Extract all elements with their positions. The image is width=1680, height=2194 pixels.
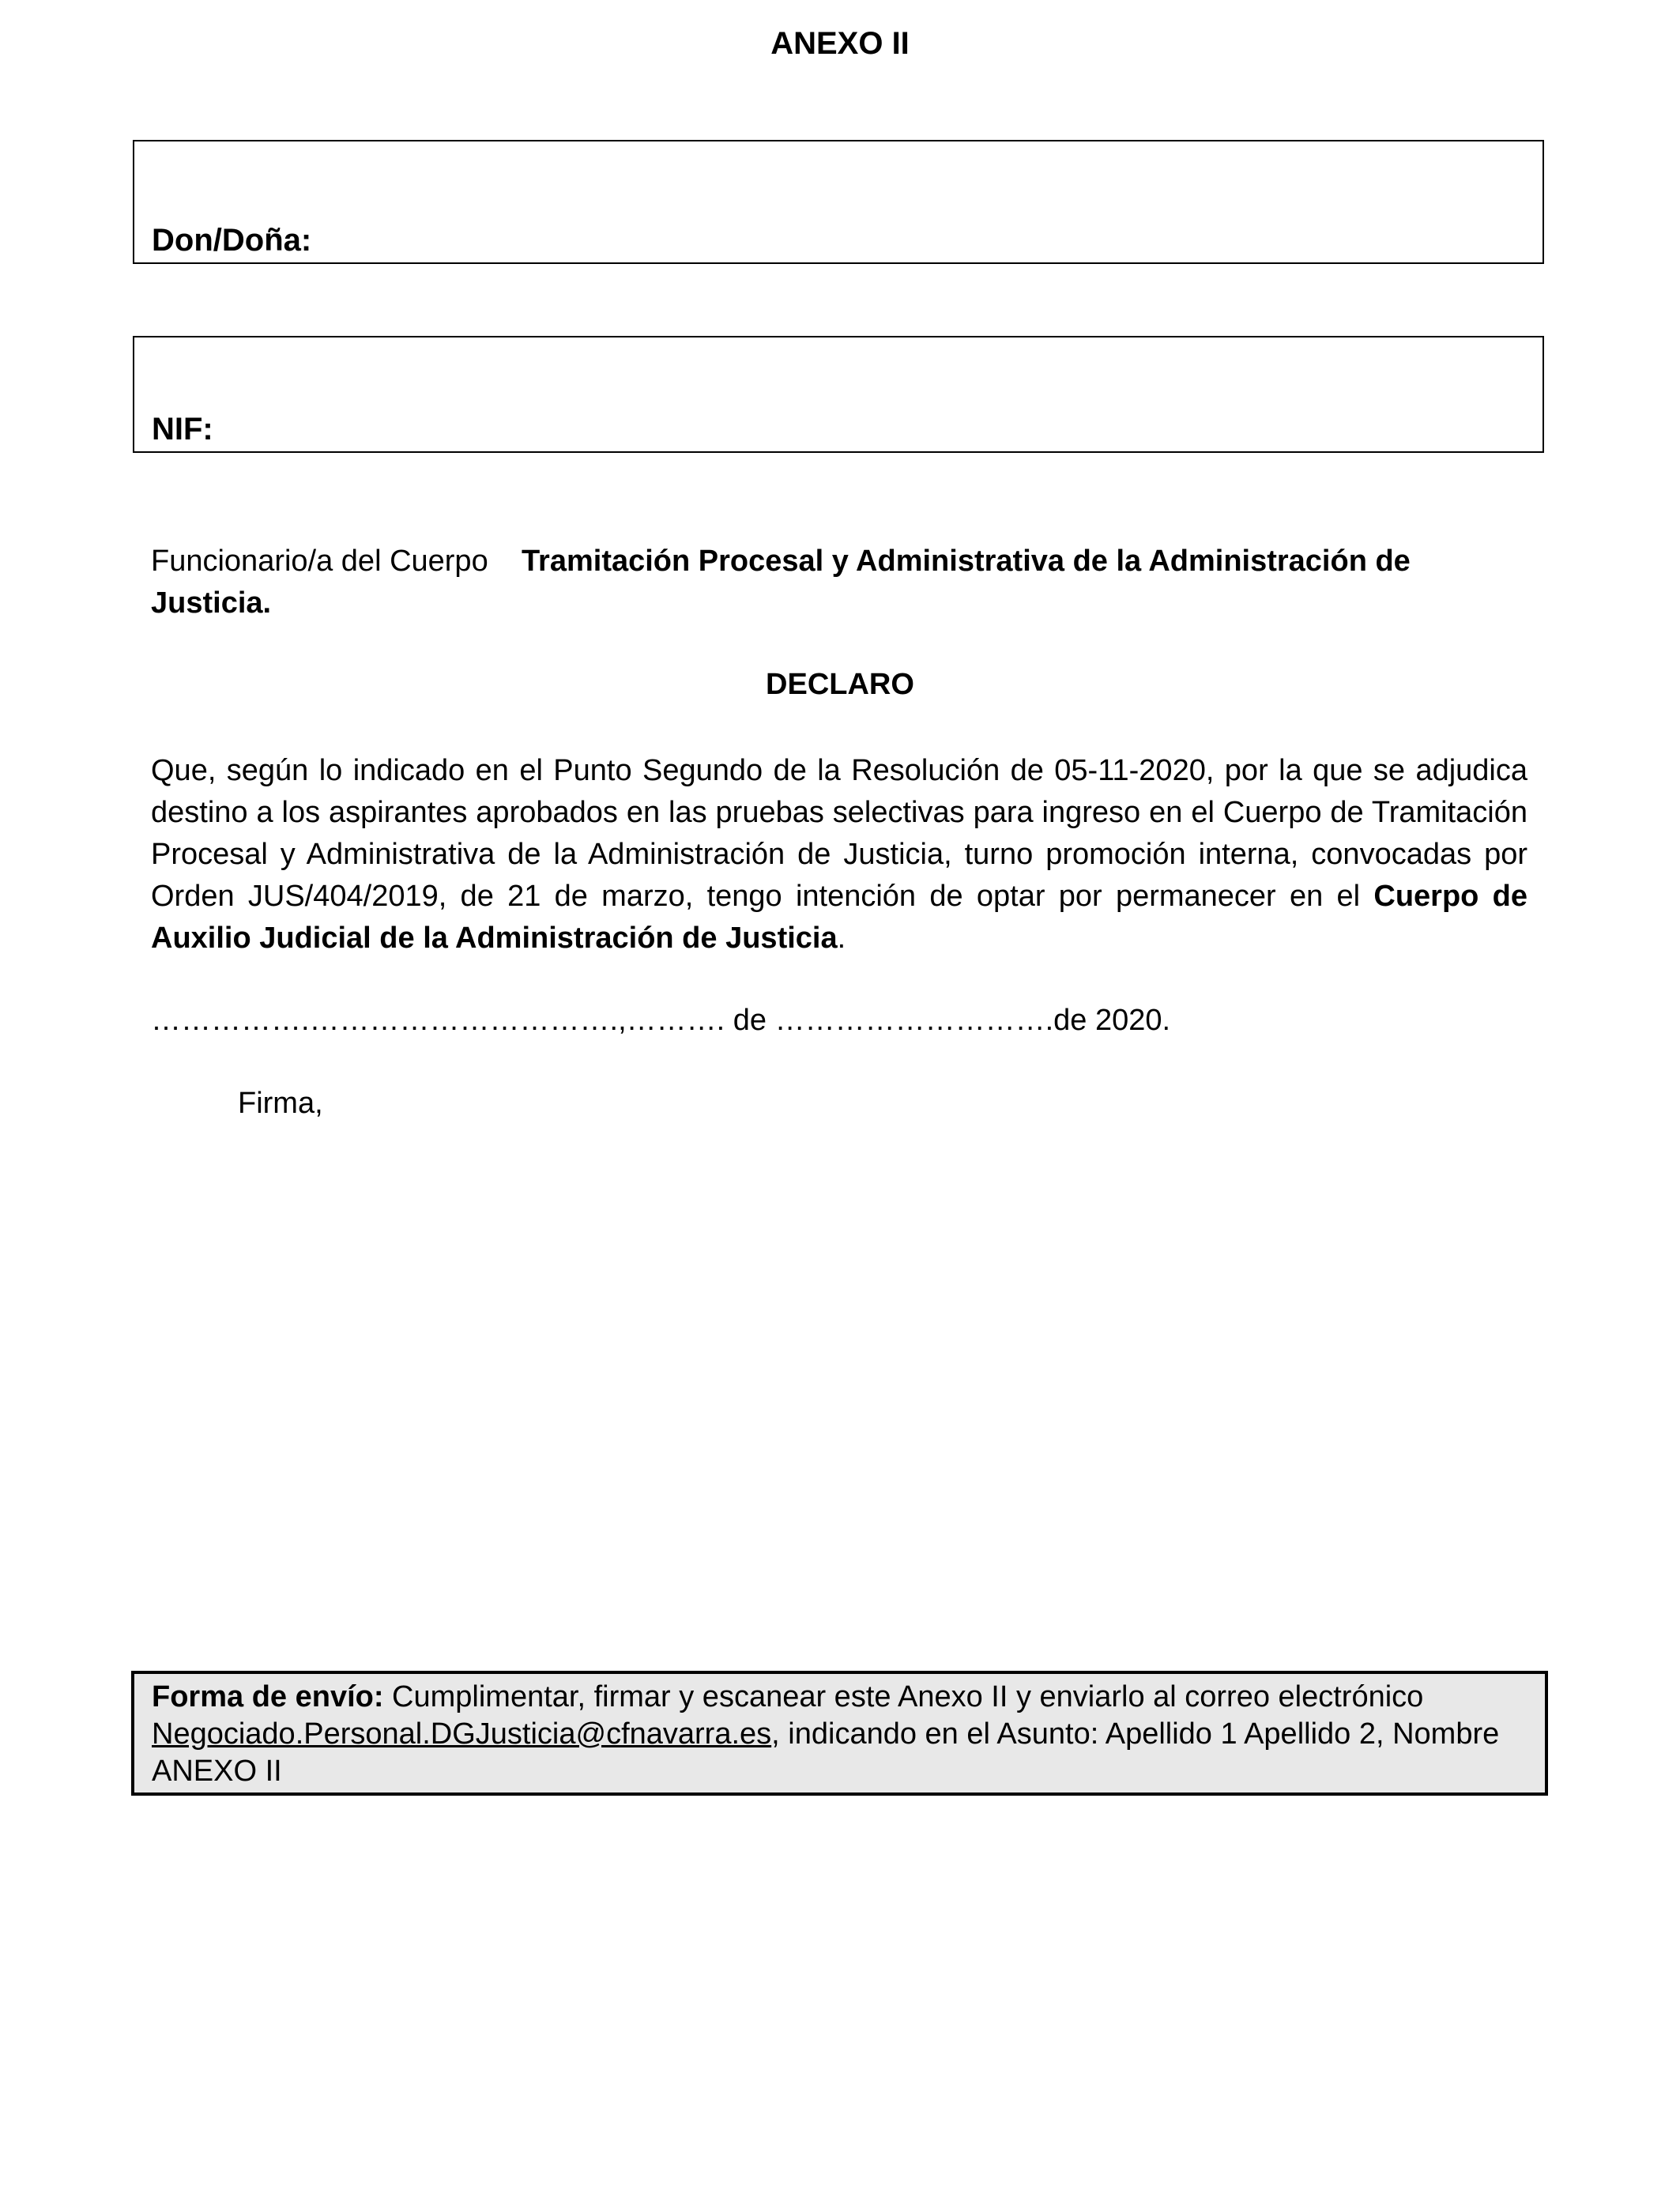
declaration-paragraph: [151, 750, 1527, 959]
declaration-bold-cuerpo: Cuerpo de Auxilio Judicial de la Administración de Justicia: [151, 880, 1527, 955]
declaration-end: .: [837, 922, 846, 955]
name-field-label: Don/Doña:: [152, 223, 312, 258]
page-title: ANEXO II: [770, 26, 910, 61]
notice-text: Cumplimentar, firmar y escanear este Anexo II y enviarlo al correo electrónico: [383, 1680, 1424, 1713]
nif-field-box[interactable]: [133, 336, 1544, 453]
notice-label: Forma de envío:: [152, 1680, 384, 1713]
notice-text-after: , indicando en el Asunto: Apellido 1 Apellido 2, Nombre ANEXO II: [152, 1717, 1500, 1788]
date-line: …………….………………………….,………. de ……………………….de 2020.: [151, 1004, 1171, 1037]
nif-field-label: NIF:: [152, 412, 213, 447]
declaration-text: Que, según lo indicado en el Punto Segundo de la Resolución de 05-11-2020, por la que se adjudica destino a los aspirantes aprobados en las pruebas selectivas para ingreso en el Cuerpo de Tramitación Procesal y Administrativa de la Administración de Justicia, turno promoción interna, convocadas por Orden JUS/404/2019, de 21 de marzo, tengo intención de optar por permanecer en el: [151, 754, 1527, 913]
notice-email-link[interactable]: Negociado.Personal.DGJusticia@cfnavarra.es: [152, 1717, 772, 1751]
signature-label: Firma,: [238, 1087, 323, 1120]
name-field-box[interactable]: [133, 140, 1544, 264]
submission-notice-box: [131, 1671, 1548, 1796]
cuerpo-line: [151, 541, 1527, 624]
cuerpo-name: Tramitación Procesal y Administrativa de la Administración de Justicia.: [151, 545, 1411, 620]
declaro-heading: DECLARO: [766, 668, 914, 701]
cuerpo-prefix: Funcionario/a del Cuerpo: [151, 545, 488, 578]
